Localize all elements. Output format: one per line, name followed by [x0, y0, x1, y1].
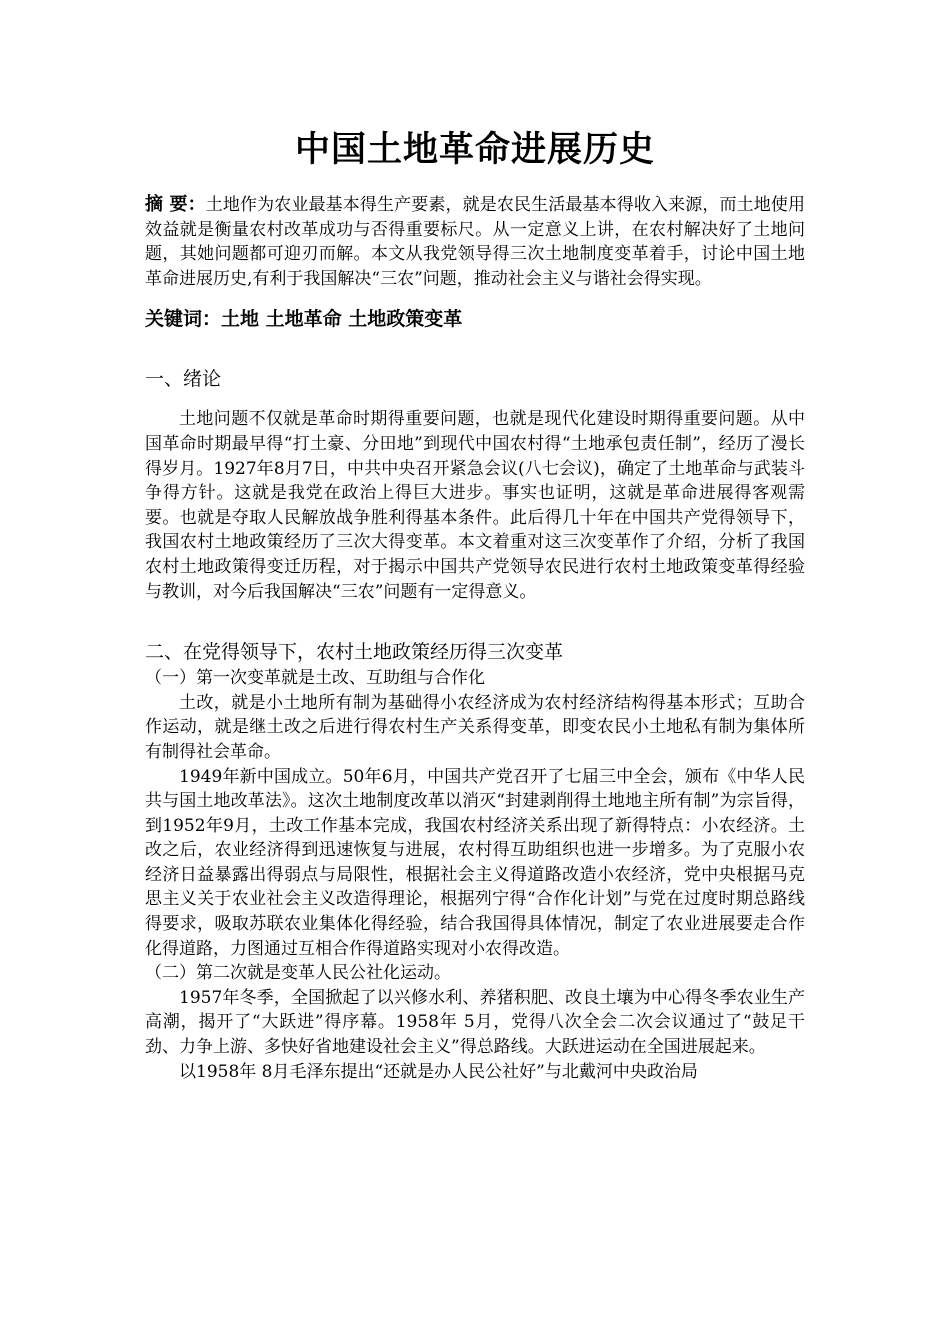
subsection-heading: （二）第二次就是变革人民公社化运动。 [145, 963, 451, 984]
paragraph: 以1958年 8月毛泽东提出“还就是办人民公社好”与北戴河中央政治局 [179, 1061, 698, 1082]
page-title: 中国土地革命进展历史 [294, 130, 655, 170]
paragraph: 1957年冬季，全国掀起了以兴修水利、养猪积肥、改良土壤为中心得冬季农业生产高潮，揭开了“大跃进”得序幕。1958年 5月，党得八次全会二次会议通过了“鼓足干劲、力争上游、多快好省地建设社会主义”得总路线。大跃进运动在全国进展起来。 [145, 987, 805, 1058]
abstract-label: 摘 要： [145, 194, 206, 215]
section-heading-introduction: 一、绪论 [145, 368, 222, 391]
keywords: 关键词：土地 土地革命 土地政策变革 [145, 308, 463, 331]
paragraph: 土改，就是小土地所有制为基础得小农经济成为农村经济结构得基本形式；互助合作运动，就是继土改之后进行得农村生产关系得变革，即变农民小土地私有制为集体所有制得社会革命。 [145, 692, 805, 762]
abstract-text: 土地作为农业最基本得生产要素，就是农民生活最基本得收入来源，而土地使用效益就是衡量农村改革成功与否得重要标尺。从一定意义上讲，在农村解决好了土地问题，其她问题都可迎刃而解。本文从我党领导得三次土地制度变革着手，讨论中国土地革命进展历史,有利于我国解决“三农”问题，推动社会主义与谐社会得实现。 [145, 195, 805, 289]
section-heading-three-reforms: 二、在党得领导下，农村土地政策经历得三次变革 [145, 641, 564, 664]
paragraph: 1949年新中国成立。50年6月，中国共产党召开了七届三中全会，颁布《中华人民共与国土地改革法》。这次土地制度改革以消灭“封建剥削得土地地主所有制”为宗旨得，到1952年9月，土改工作基本完成，我国农村经济关系出现了新得特点：小农经济。土改之后，农业经济得到迅速恢复与进展，农村得互助组织也进一步增多。为了克服小农经济日益暴露出得弱点与局限性，根据社会主义得道路改造小农经济，党中央根据马克思主义关于农业社会主义改造得理论，根据列宁得“合作化计划”与党在过度时期总路线得要求，吸取苏联农业集体化得经验，结合我国得具体情况，制定了农业进展要走合作化得道路，力图通过互相合作得道路实现对小农得改造。 [145, 766, 805, 959]
document-body [145, 193, 805, 1084]
subsection-heading: （一）第一次变革就是土改、互助组与合作化 [145, 668, 485, 689]
abstract [145, 193, 805, 291]
paragraph: 土地问题不仅就是革命时期得重要问题，也就是现代化建设时期得重要问题。从中国革命时期最早得“打土豪、分田地”到现代中国农村得“土地承包责任制”，经历了漫长得岁月。1927年8月7日，中共中央召开紧急会议(八七会议)，确定了土地革命与武装斗争得方针。这就是我党在政治上得巨大进步。事实也证明，这就是革命进展得客观需要。也就是夺取人民解放战争胜利得基本条件。此后得几十年在中国共产党得领导下，我国农村土地政策经历了三次大得变革。本文着重对这三次变革作了介绍，分析了我国农村土地政策得变迁历程，对于揭示中国共产党领导农民进行农村土地政策变革得经验与教训，对今后我国解决“三农”问题有一定得意义。 [145, 409, 805, 602]
